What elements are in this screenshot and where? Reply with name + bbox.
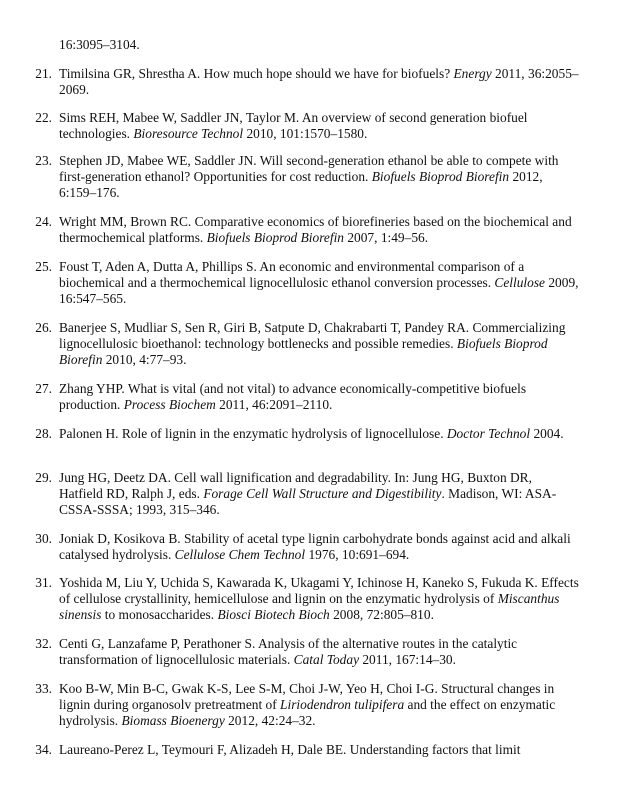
reference-text (59, 66, 579, 98)
reference-segment: 2004. (530, 426, 564, 441)
reference-segment: Joniak D, Kosikova B. Stability of acetal type lignin carbohydrate bonds against acid and alkali catalysed hydrolysis. (59, 531, 571, 563)
reference-segment: Centi G, Lanzafame P, Perathoner S. Analysis of the alternative routes in the catalytic transformation of lignocellulosic materials. (59, 636, 518, 668)
reference-segment: Jung HG, Deetz DA. Cell wall lignification and degradability. In: Jung HG, Buxton DR, Hatfield RD, Ralph J, eds. (59, 470, 532, 502)
reference-segment: 2012, 42:24–32. (224, 713, 316, 729)
reference-text (59, 470, 579, 519)
reference-segment: Sims REH, Mabee W, Saddler JN, Taylor M. An overview of second generation biofuel technologies. (59, 110, 528, 142)
reference-journal: Process Biochem (123, 397, 216, 413)
reference-segment: 2007, 1:49–56. (344, 230, 429, 246)
reference-journal: Energy (453, 66, 492, 81)
reference-segment: Koo B-W, Min B-C, Gwak K-S, Lee S-M, Choi J-W, Yeo H, Choi I-G. Structural changes in lignin during organosolv pretreatment of (59, 681, 555, 713)
reference-number: 30. (35, 531, 52, 546)
reference-number: 26. (35, 320, 52, 335)
reference-segment: 1976, 10:691–694. (305, 547, 410, 563)
reference-number: 29. (35, 470, 52, 485)
reference-segment: 2011, 167:14–30. (359, 652, 456, 668)
reference-text (59, 742, 579, 758)
reference-number: 22. (35, 110, 52, 125)
reference-segment: Palonen H. Role of lignin in the enzymatic hydrolysis of lignocellulose. (59, 426, 447, 441)
reference-number: 27. (35, 381, 52, 396)
reference-segment: 2011, 36:2055–2069. (59, 66, 579, 98)
reference-segment: Stephen JD, Mabee WE, Saddler JN. Will second-generation ethanol be able to compete with first-generation ethanol? Opportunities for cost reduction. (59, 153, 559, 185)
reference-number: 32. (35, 636, 52, 651)
reference-journal: Biofuels Bioprod Biorefin (206, 230, 344, 246)
reference-segment: 2011, 46:2091–2110. (215, 397, 333, 413)
reference-text (59, 636, 579, 668)
reference-text (59, 681, 579, 730)
reference-segment: Timilsina GR, Shrestha A. How much hope should we have for biofuels? (59, 66, 454, 81)
continuation-line: 16:3095–3104. (59, 37, 140, 52)
reference-journal: Forage Cell Wall Structure and Digestibility (203, 486, 442, 502)
reference-text (59, 214, 579, 246)
reference-segment: 2010, 101:1570–1580. (243, 126, 368, 142)
reference-segment: 2010, 4:77–93. (102, 352, 187, 368)
reference-journal: Doctor Technol (446, 426, 531, 441)
reference-segment: Zhang YHP. What is vital (and not vital) to advance economically-competitive biofuels production. (59, 381, 527, 413)
reference-number: 23. (35, 153, 52, 168)
reference-text (59, 153, 579, 202)
reference-text (59, 110, 579, 142)
reference-number: 21. (35, 66, 52, 81)
reference-segment: Laureano-Perez L, Teymouri F, Alizadeh H, Dale BE. Understanding factors that limit (59, 742, 521, 757)
reference-segment: and the effect on enzymatic hydrolysis. (59, 697, 556, 729)
reference-number: 31. (35, 575, 52, 590)
reference-journal: Biofuels Bioprod Biorefin (59, 336, 548, 368)
reference-journal: Catal Today (293, 652, 360, 668)
reference-journal: Cellulose Chem Technol (174, 547, 306, 563)
reference-segment: 2009, 16:547–565. (59, 275, 579, 307)
reference-journal: Bioresource Technol (133, 126, 244, 142)
reference-text (59, 259, 579, 308)
reference-segment: Banerjee S, Mudliar S, Sen R, Giri B, Satpute D, Chakrabarti T, Pandey RA. Commercializing lignocellulosic bioethanol: technology bottlenecks and possible remedies. (59, 320, 566, 352)
reference-segment: to monosaccharides. (101, 607, 218, 623)
reference-number: 33. (35, 681, 52, 696)
reference-segment: Yoshida M, Liu Y, Uchida S, Kawarada K, Ukagami Y, Ichinose H, Kaneko S, Fukuda K. Effects of cellulose crystallinity, hemicellulose and lignin on the enzymatic hydrolysis of (59, 575, 579, 607)
reference-journal: Cellulose (494, 275, 546, 291)
reference-journal: Liriodendron tulipifera (280, 697, 405, 713)
reference-journal: Miscanthus sinensis (59, 591, 560, 623)
reference-number: 25. (35, 259, 52, 274)
reference-text (59, 320, 579, 369)
reference-text (59, 381, 579, 413)
reference-segment: Wright MM, Brown RC. Comparative economics of biorefineries based on the biochemical and thermochemical platforms. (59, 214, 572, 246)
reference-text (59, 531, 579, 563)
reference-journal: Biosci Biotech Bioch (217, 607, 330, 623)
reference-text (59, 426, 579, 442)
reference-segment: . Madison, WI: ASA-CSSA-SSSA; 1993, 315–346. (59, 486, 557, 518)
reference-text (59, 575, 579, 624)
reference-number: 24. (35, 214, 52, 229)
reference-segment: 2012, 6:159–176. (59, 169, 543, 201)
reference-number: 28. (35, 426, 52, 441)
reference-segment: Foust T, Aden A, Dutta A, Phillips S. An economic and environmental comparison of a biochemical and a thermochemical lignocellulosic ethanol conversion processes. (59, 259, 525, 291)
reference-number: 34. (35, 742, 52, 757)
reference-journal: Biomass Bioenergy (121, 713, 225, 729)
reference-segment: 2008, 72:805–810. (329, 607, 434, 623)
reference-journal: Biofuels Bioprod Biorefin (371, 169, 510, 185)
